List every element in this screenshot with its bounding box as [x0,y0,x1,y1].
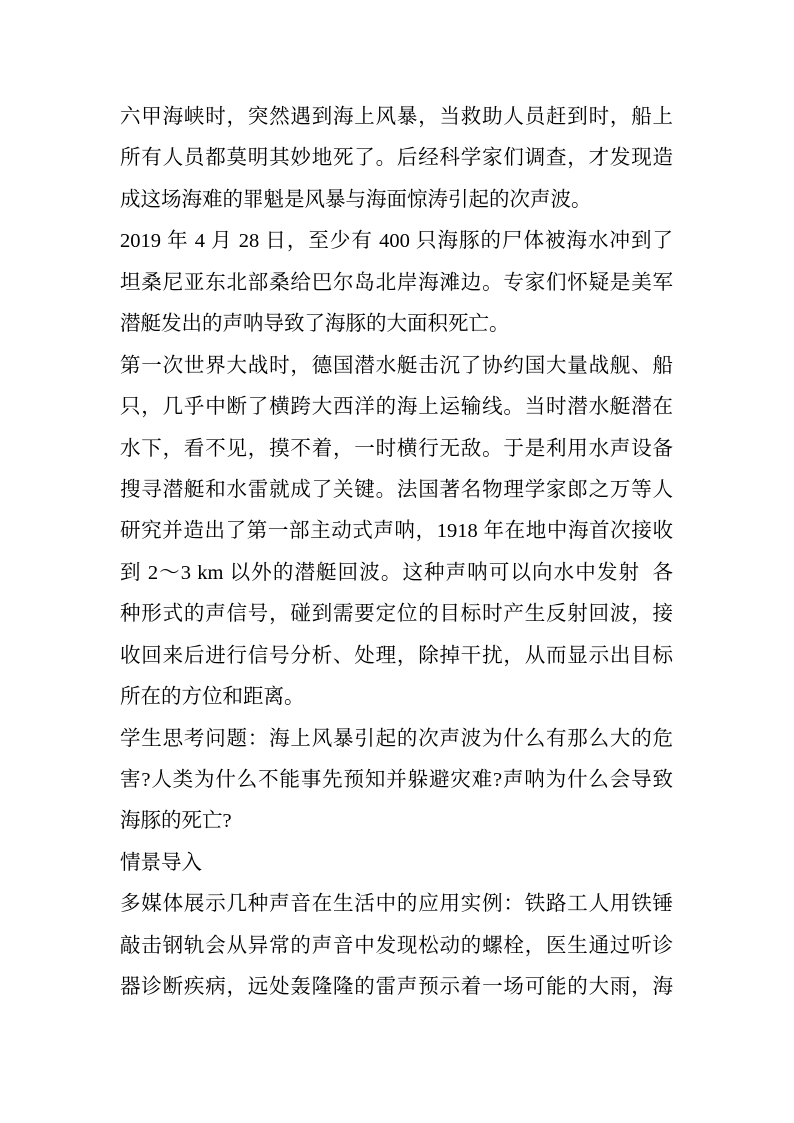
text-line: 六甲海峡时，突然遇到海上风暴，当救助人员赶到时，船上 [120,106,673,128]
section-heading-text: 情景导入 [120,851,202,874]
text-line: 第一次世界大战时，德国潜水艇击沉了协约国大量战舰、船 [120,354,673,377]
text-line: 只，几乎中断了横跨大西洋的海上运输线。当时潜水艇潜在 [120,396,673,419]
text-line: 害?人类为什么不能事先预知并躲避灾难?声呐为什么会导致 [120,769,673,791]
text-line: 所有人员都莫明其妙地死了。后经科学家们调查，才发现造 [120,147,673,170]
text-line: 到 2～3 km 以外的潜艇回波。这种声呐可以向水中发射 各 [120,561,673,584]
paragraph-student-questions [120,719,673,843]
text-line: 所在的方位和距离。 [120,686,305,709]
text-line: 器诊断疾病，远处轰隆隆的雷声预示着一场可能的大雨，海 [120,976,673,999]
text-line: 收回来后进行信号分析、处理，除掉干扰，从而显示出目标 [120,644,673,667]
text-line: 2019 年 4 月 28 日，至少有 400 只海豚的尸体被海水冲到了 [120,230,673,253]
text-line: 成这场海难的罪魁是风暴与海面惊涛引起的次声波。 [120,188,592,211]
paragraph-multimedia-examples [120,884,673,1008]
text-line: 海豚的死亡? [120,810,232,833]
text-line: 搜寻潜艇和水雷就成了关键。法国著名物理学家郎之万等人 [120,478,673,501]
text-line: 多媒体展示几种声音在生活中的应用实例：铁路工人用铁锤 [120,893,673,916]
section-heading-scenario-intro [120,843,673,884]
paragraph-shipwreck-infrasound [120,97,673,221]
text-line: 学生思考问题：海上风暴引起的次声波为什么有那么大的危 [120,727,673,750]
text-line: 种形式的声信号，碰到需要定位的目标时产生反射回波，接 [120,603,673,626]
text-line: 研究并造出了第一部主动式声呐，1918 年在地中海首次接收 [120,520,673,543]
text-line: 水下，看不见，摸不着，一时横行无敌。于是利用水声设备 [120,437,673,460]
text-line: 坦桑尼亚东北部桑给巴尔岛北岸海滩边。专家们怀疑是美军 [120,271,673,294]
paragraph-dolphin-deaths [120,221,673,345]
text-line: 潜艇发出的声呐导致了海豚的大面积死亡。 [120,313,510,336]
document-body [120,97,673,1009]
paragraph-sonar-history [120,346,673,719]
text-line: 敲击钢轨会从异常的声音中发现松动的螺栓，医生通过听诊 [120,934,673,957]
